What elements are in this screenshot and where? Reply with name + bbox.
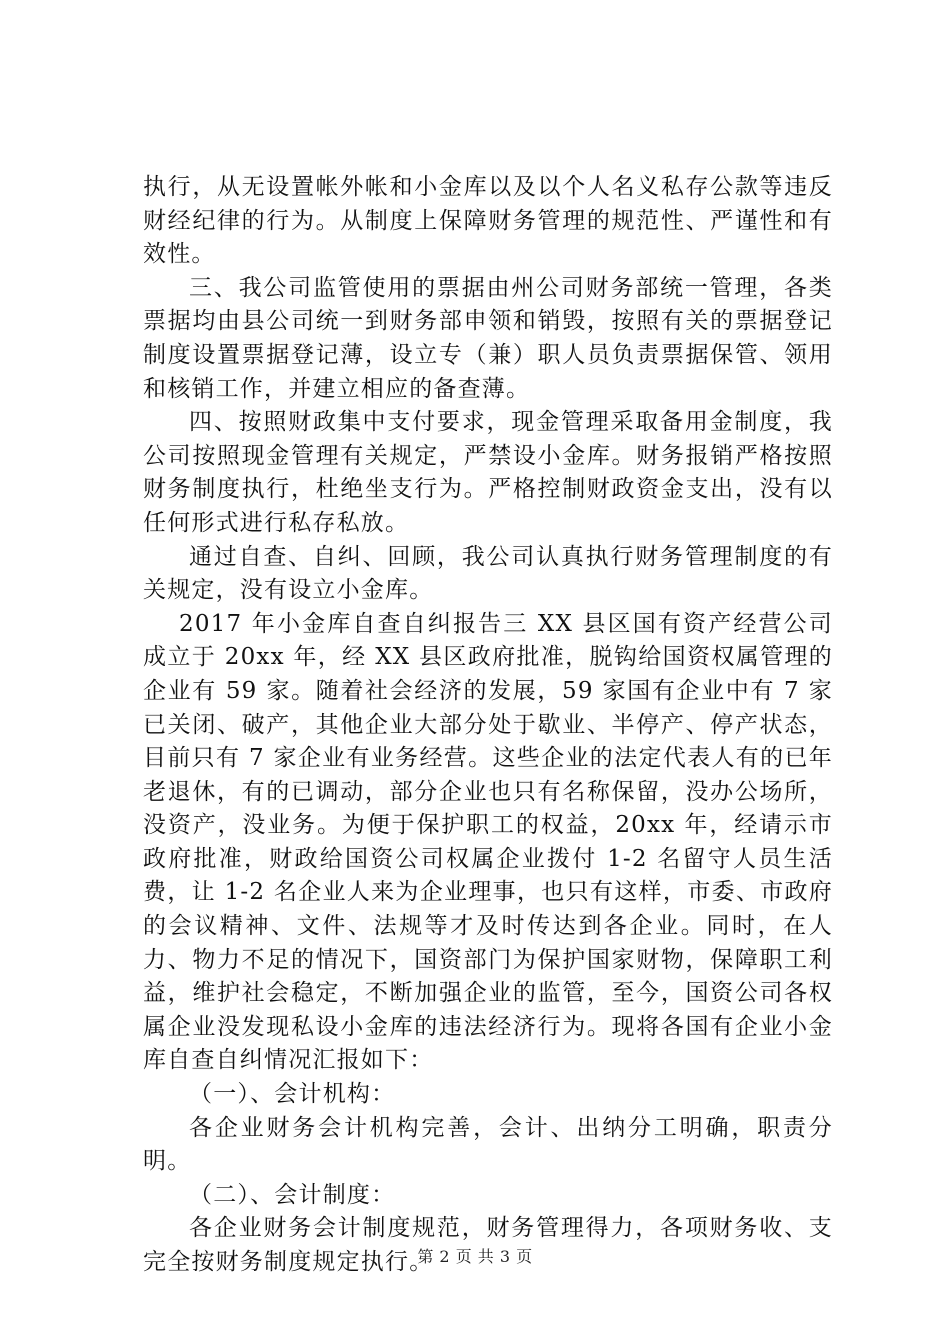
paragraph-continuation: 执行，从无设置帐外帐和小金库以及以个人名义私存公款等违反财经纪律的行为。从制度上保障财务管理的规范性、严谨性和有效性。 (143, 174, 833, 268)
paragraph-accounting-organization: 各企业财务会计机构完善，会计、出纳分工明确，职责分明。 (143, 1114, 833, 1175)
heading-accounting-organization: （一）、会计机构： (189, 1081, 396, 1108)
paragraph-accounting-system: 各企业财务会计制度规范，财务管理得力，各项财务收、支完全按财务制度规定执行。 (143, 1215, 833, 1275)
paragraph-report-intro: 2017 年小金库自查自纠报告三 XX 县区国有资产经营公司成立于 20xx 年，经 XX 县区政府批准，脱钩给国资权属管理的企业有 59 家。随着社会经济的发展，59 家国有企业中有 7 家已关闭、破产，其他企业大部分处于歇业、半停产、停产状态，目前只有 7 家企业有业务经营。这些企业的法定代表人有的已年老退休，有的已调动，部分企业也只有名称保留，没办公场所，没资产，没业务。为便于保护职工的权益，20xx 年，经请示市政府批准，财政给国资公司权属企业拨付 1-2 名留守人员生活费，让 1-2 名企业人来为企业理事，也只有这样，市委、市政府的会议精神、文件、法规等才及时传达到各企业。同时，在人力、物力不足的情况下，国资部门为保护国家财物，保障职工利益，维护社会稳定，不断加强企业的监管，至今，国资公司各权属企业没发现私设小金库的违法经济行为。现将各国有企业小金库自查自纠情况汇报如下： (143, 610, 833, 1074)
heading-accounting-system: （二）、会计制度： (189, 1181, 396, 1208)
page-number-footer: 第 2 页 共 3 页 (417, 1247, 533, 1266)
document-body (143, 171, 833, 1280)
paragraph-conclusion: 通过自查、自纠、回顾，我公司认真执行财务管理制度的有关规定，没有设立小金库。 (143, 543, 833, 604)
paragraph-section-three: 三、我公司监管使用的票据由州公司财务部统一管理，各类票据均由县公司统一到财务部申领和销毁，按照有关的票据登记制度设置票据登记薄，设立专（兼）职人员负责票据保管、领用和核销工作，并建立相应的备查薄。 (143, 274, 833, 402)
paragraph-section-four: 四、按照财政集中支付要求，现金管理采取备用金制度，我公司按照现金管理有关规定，严禁设小金库。财务报销严格按照财务制度执行，杜绝坐支行为。严格控制财政资金支出，没有以任何形式进行私存私放。 (143, 409, 833, 536)
